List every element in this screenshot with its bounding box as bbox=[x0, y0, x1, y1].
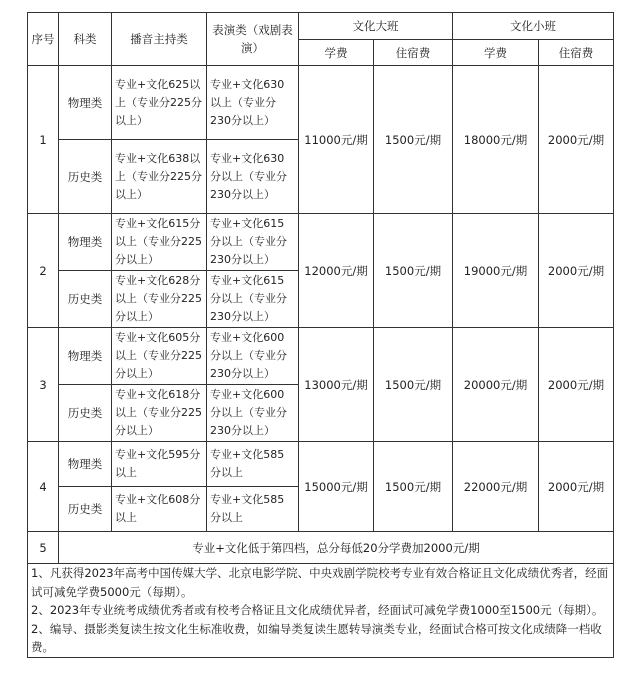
broadcast-cell: 专业+文化618分以上（专业分225分以上） bbox=[112, 385, 207, 442]
header-small-tuition: 学费 bbox=[453, 40, 539, 66]
note-line: 2、2023年专业统考成绩优秀者或有校考合格证且文化成绩优异者，经面试可减免学费1000至1500元（每期）。 bbox=[31, 603, 604, 617]
subject-cell: 历史类 bbox=[59, 140, 112, 214]
table-row bbox=[28, 214, 614, 271]
subject-cell: 物理类 bbox=[59, 66, 112, 140]
performance-cell: 专业+文化630以上（专业分230分以上） bbox=[207, 66, 299, 140]
header-large-tuition: 学费 bbox=[299, 40, 374, 66]
small-boarding-cell: 2000元/期 bbox=[539, 214, 614, 328]
subject-cell: 历史类 bbox=[59, 385, 112, 442]
large-tuition-cell: 13000元/期 bbox=[299, 328, 374, 442]
small-tuition-cell: 18000元/期 bbox=[453, 66, 539, 214]
large-tuition-cell: 11000元/期 bbox=[299, 66, 374, 214]
header-small-class: 文化小班 bbox=[453, 13, 614, 40]
tier-seq: 5 bbox=[28, 532, 59, 564]
small-boarding-cell: 2000元/期 bbox=[539, 66, 614, 214]
broadcast-cell: 专业+文化608分以上 bbox=[112, 487, 207, 532]
performance-cell: 专业+文化585分以上 bbox=[207, 487, 299, 532]
header-subject: 科类 bbox=[59, 13, 112, 66]
subject-cell: 物理类 bbox=[59, 328, 112, 385]
table-row bbox=[28, 328, 614, 385]
header-broadcast: 播音主持类 bbox=[112, 13, 207, 66]
broadcast-cell: 专业+文化615分以上（专业分225分以上） bbox=[112, 214, 207, 271]
large-boarding-cell: 1500元/期 bbox=[374, 442, 453, 532]
note-line: 1、凡获得2023年高考中国传媒大学、北京电影学院、中央戏剧学院校考专业有效合格证且文化成绩优秀者，经面试可减免学费5000元（每期）。 bbox=[31, 566, 609, 599]
below-tier-four-rule: 专业+文化低于第四档，总分每低20分学费加2000元/期 bbox=[59, 532, 614, 564]
performance-cell: 专业+文化585分以上 bbox=[207, 442, 299, 487]
broadcast-cell: 专业+文化638以上（专业分225分以上） bbox=[112, 140, 207, 214]
small-tuition-cell: 19000元/期 bbox=[453, 214, 539, 328]
performance-cell: 专业+文化600分以上（专业分230分以上） bbox=[207, 385, 299, 442]
header-performance: 表演类（戏剧表演） bbox=[207, 13, 299, 66]
header-large-boarding: 住宿费 bbox=[374, 40, 453, 66]
subject-cell: 历史类 bbox=[59, 271, 112, 328]
performance-cell: 专业+文化615分以上（专业分230分以上） bbox=[207, 271, 299, 328]
header-seq: 序号 bbox=[28, 13, 59, 66]
performance-cell: 专业+文化600分以上（专业分230分以上） bbox=[207, 328, 299, 385]
small-tuition-cell: 20000元/期 bbox=[453, 328, 539, 442]
header-small-boarding: 住宿费 bbox=[539, 40, 614, 66]
large-boarding-cell: 1500元/期 bbox=[374, 328, 453, 442]
header-large-class: 文化大班 bbox=[299, 13, 453, 40]
broadcast-cell: 专业+文化625以上（专业分225分以上） bbox=[112, 66, 207, 140]
large-tuition-cell: 15000元/期 bbox=[299, 442, 374, 532]
tier-seq: 4 bbox=[28, 442, 59, 532]
notes-row bbox=[28, 564, 614, 658]
note-line: 2、编导、摄影类复读生按文化生标准收费，如编导类复读生愿转导演类专业，经面试合格可按文化成绩降一档收费。 bbox=[31, 621, 602, 654]
tier-seq: 3 bbox=[28, 328, 59, 442]
tier-seq: 2 bbox=[28, 214, 59, 328]
large-boarding-cell: 1500元/期 bbox=[374, 66, 453, 214]
subject-cell: 历史类 bbox=[59, 487, 112, 532]
broadcast-cell: 专业+文化628分以上（专业分225分以上） bbox=[112, 271, 207, 328]
notes-cell bbox=[28, 564, 614, 658]
subject-cell: 物理类 bbox=[59, 442, 112, 487]
subject-cell: 物理类 bbox=[59, 214, 112, 271]
small-tuition-cell: 22000元/期 bbox=[453, 442, 539, 532]
large-tuition-cell: 12000元/期 bbox=[299, 214, 374, 328]
large-boarding-cell: 1500元/期 bbox=[374, 214, 453, 328]
performance-cell: 专业+文化630分以上（专业分230分以上） bbox=[207, 140, 299, 214]
performance-cell: 专业+文化615分以上（专业分230分以上） bbox=[207, 214, 299, 271]
broadcast-cell: 专业+文化605分以上（专业分225分以上） bbox=[112, 328, 207, 385]
small-boarding-cell: 2000元/期 bbox=[539, 442, 614, 532]
fee-table bbox=[27, 12, 614, 658]
tier-seq: 1 bbox=[28, 66, 59, 214]
table-row bbox=[28, 442, 614, 487]
table-row bbox=[28, 66, 614, 140]
broadcast-cell: 专业+文化595分以上 bbox=[112, 442, 207, 487]
small-boarding-cell: 2000元/期 bbox=[539, 328, 614, 442]
table-row bbox=[28, 532, 614, 564]
